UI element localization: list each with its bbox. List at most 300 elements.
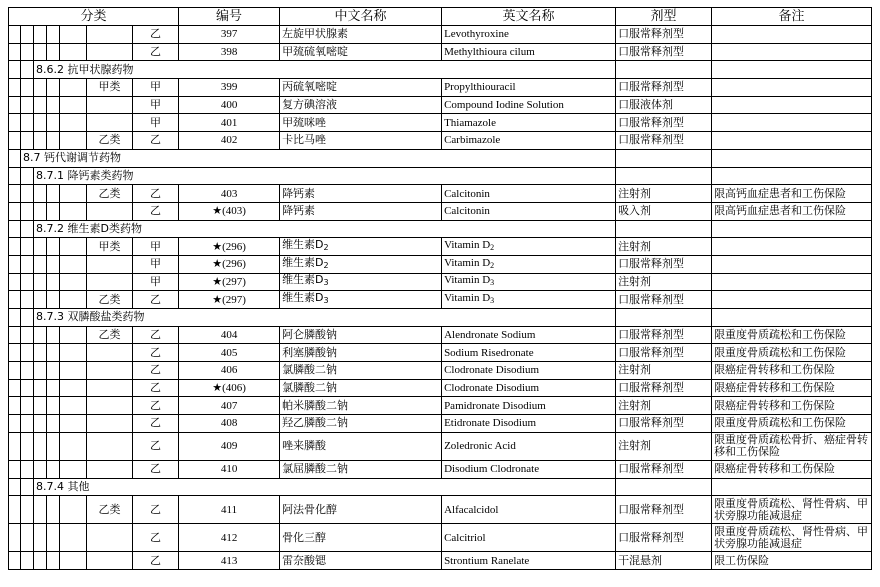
indent-cell (47, 185, 60, 203)
class-cell: 乙类 (87, 291, 133, 309)
grade-cell: 乙 (133, 460, 179, 478)
indent-cell (34, 496, 47, 524)
number-cell: 409 (179, 432, 280, 460)
class-cell (87, 415, 133, 433)
number-cell: 399 (179, 79, 280, 97)
spacer-cell (60, 114, 87, 132)
dosage-cell: 口服常释剂型 (616, 460, 712, 478)
indent-cell (21, 61, 34, 79)
grade-cell: 乙 (133, 379, 179, 397)
remark-cell: 限高钙血症患者和工伤保险 (712, 202, 872, 220)
drug-row (9, 238, 872, 256)
indent-cell (21, 344, 34, 362)
section-title: 8.7.1 降钙素类药物 (34, 167, 616, 185)
indent-cell (34, 273, 47, 291)
number-cell: ★(296) (179, 255, 280, 273)
section-row (9, 220, 872, 238)
indent-cell (21, 460, 34, 478)
cn-name-text: 维生素D (282, 291, 324, 305)
cn-name-text: 雷奈酸锶 (282, 553, 327, 567)
section-title: 8.7.3 双膦酸盐类药物 (34, 309, 616, 327)
grade-cell: 乙 (133, 132, 179, 150)
cn-name-cell (280, 552, 442, 570)
spacer-cell (60, 362, 87, 380)
drug-row (9, 496, 872, 524)
dosage-cell: 口服常释剂型 (616, 26, 712, 44)
cn-name-cell (280, 524, 442, 552)
number-cell: 408 (179, 415, 280, 433)
indent-cell (34, 238, 47, 256)
indent-cell (34, 524, 47, 552)
indent-cell (21, 496, 34, 524)
en-name-cell (442, 326, 616, 344)
indent-cell (9, 432, 21, 460)
grade-cell: 乙 (133, 362, 179, 380)
cn-name-text: 氯膦酸二钠 (282, 363, 338, 377)
dosage-cell: 口服常释剂型 (616, 43, 712, 61)
spacer-cell (60, 291, 87, 309)
indent-cell (21, 326, 34, 344)
spacer-cell (60, 238, 87, 256)
grade-cell: 甲 (133, 255, 179, 273)
cn-name-text: 骨化三醇 (282, 530, 327, 544)
empty-cell (616, 220, 712, 238)
drug-row (9, 96, 872, 114)
indent-cell (9, 114, 21, 132)
table-header-row (9, 8, 872, 26)
section-title: 8.7 钙代谢调节药物 (21, 149, 616, 167)
number-cell: 412 (179, 524, 280, 552)
indent-cell (47, 326, 60, 344)
indent-cell (34, 96, 47, 114)
number-cell: 406 (179, 362, 280, 380)
remark-cell (712, 255, 872, 273)
cn-name-cell (280, 132, 442, 150)
cn-name-cell (280, 379, 442, 397)
drug-row (9, 291, 872, 309)
cn-name-text: 降钙素 (282, 204, 316, 218)
remark-cell (712, 238, 872, 256)
en-name-text: Carbimazole (444, 134, 501, 147)
number-cell: 403 (179, 185, 280, 203)
cn-name-text: 左旋甲状腺素 (282, 27, 349, 41)
class-cell (87, 397, 133, 415)
indent-cell (47, 524, 60, 552)
cn-name-cell (280, 43, 442, 61)
indent-cell (9, 326, 21, 344)
drug-row (9, 132, 872, 150)
class-cell (87, 552, 133, 570)
indent-cell (21, 273, 34, 291)
class-cell (87, 379, 133, 397)
drug-row (9, 43, 872, 61)
dosage-cell: 口服常释剂型 (616, 114, 712, 132)
en-name-cell (442, 496, 616, 524)
indent-cell (21, 362, 34, 380)
drug-row (9, 273, 872, 291)
class-cell (87, 460, 133, 478)
empty-cell (616, 478, 712, 496)
cn-name-text: 帕米膦酸二钠 (282, 398, 349, 412)
cn-name-cell (280, 185, 442, 203)
cn-name-cell (280, 326, 442, 344)
spacer-cell (60, 344, 87, 362)
indent-cell (21, 524, 34, 552)
class-cell (87, 255, 133, 273)
en-name-cell (442, 379, 616, 397)
indent-cell (34, 362, 47, 380)
cn-name-subscript: 3 (323, 296, 329, 306)
cn-name-text: 甲巯咪唑 (282, 115, 327, 129)
en-name-cell (442, 291, 616, 309)
indent-cell (34, 185, 47, 203)
empty-cell (712, 61, 872, 79)
class-cell (87, 344, 133, 362)
class-cell (87, 96, 133, 114)
indent-cell (9, 26, 21, 44)
indent-cell (9, 273, 21, 291)
spacer-cell (60, 415, 87, 433)
cn-name-cell (280, 202, 442, 220)
remark-cell: 限高钙血症患者和工伤保险 (712, 185, 872, 203)
cn-name-text: 复方碘溶液 (282, 98, 338, 112)
spacer-cell (60, 255, 87, 273)
cn-name-cell (280, 255, 442, 273)
remark-cell: 限癌症骨转移和工伤保险 (712, 379, 872, 397)
en-name-text: Zoledronic Acid (444, 440, 516, 453)
indent-cell (47, 432, 60, 460)
indent-cell (47, 202, 60, 220)
remark-cell (712, 79, 872, 97)
number-cell: 401 (179, 114, 280, 132)
empty-cell (616, 61, 712, 79)
dosage-cell: 口服常释剂型 (616, 291, 712, 309)
en-name-text: Vitamin D (444, 274, 491, 287)
grade-cell: 甲 (133, 79, 179, 97)
class-cell (87, 524, 133, 552)
table-body (9, 26, 872, 570)
remark-cell (712, 291, 872, 309)
remark-cell: 限重度骨质疏松和工伤保险 (712, 326, 872, 344)
indent-cell (47, 291, 60, 309)
cn-name-subscript: 3 (323, 278, 329, 288)
dosage-cell: 口服常释剂型 (616, 415, 712, 433)
indent-cell (9, 460, 21, 478)
cn-name-text: 维生素D (282, 255, 324, 269)
number-cell: 400 (179, 96, 280, 114)
en-name-subscript: 3 (490, 296, 495, 306)
number-cell: 413 (179, 552, 280, 570)
grade-cell: 乙 (133, 26, 179, 44)
number-cell: ★(296) (179, 238, 280, 256)
grade-cell: 乙 (133, 432, 179, 460)
cn-name-cell (280, 397, 442, 415)
grade-cell: 乙 (133, 496, 179, 524)
cn-name-cell (280, 26, 442, 44)
en-name-cell (442, 238, 616, 256)
remark-cell: 限重度骨质疏松和工伤保险 (712, 415, 872, 433)
section-title: 8.7.4 其他 (34, 478, 616, 496)
spacer-cell (60, 326, 87, 344)
grade-cell: 乙 (133, 43, 179, 61)
cn-name-cell (280, 79, 442, 97)
indent-cell (34, 552, 47, 570)
section-row (9, 61, 872, 79)
empty-cell (712, 309, 872, 327)
class-cell: 乙类 (87, 496, 133, 524)
grade-cell: 甲 (133, 114, 179, 132)
drug-row (9, 524, 872, 552)
number-cell: 411 (179, 496, 280, 524)
indent-cell (21, 114, 34, 132)
dosage-cell: 注射剂 (616, 185, 712, 203)
grade-cell: 乙 (133, 344, 179, 362)
indent-cell (9, 79, 21, 97)
indent-cell (47, 415, 60, 433)
indent-cell (9, 149, 21, 167)
class-cell: 甲类 (87, 238, 133, 256)
en-name-cell (442, 26, 616, 44)
dosage-cell: 干混悬剂 (616, 552, 712, 570)
indent-cell (47, 132, 60, 150)
indent-cell (9, 185, 21, 203)
indent-cell (9, 220, 21, 238)
grade-cell: 乙 (133, 202, 179, 220)
empty-cell (616, 167, 712, 185)
indent-cell (21, 478, 34, 496)
section-row (9, 167, 872, 185)
drug-row (9, 202, 872, 220)
en-name-text: Calcitriol (444, 531, 486, 544)
dosage-cell: 注射剂 (616, 238, 712, 256)
cn-name-cell (280, 362, 442, 380)
remark-cell (712, 43, 872, 61)
dosage-cell: 口服常释剂型 (616, 379, 712, 397)
en-name-text: Levothyroxine (444, 28, 509, 41)
remark-cell: 限重度骨质疏松和工伤保险 (712, 344, 872, 362)
cn-name-text: 阿仑膦酸钠 (282, 328, 338, 342)
class-cell: 乙类 (87, 326, 133, 344)
spacer-cell (60, 185, 87, 203)
en-name-text: Vitamin D (444, 292, 491, 305)
empty-cell (616, 309, 712, 327)
en-name-cell (442, 185, 616, 203)
grade-cell: 甲 (133, 96, 179, 114)
empty-cell (712, 149, 872, 167)
dosage-cell: 注射剂 (616, 397, 712, 415)
spacer-cell (60, 132, 87, 150)
indent-cell (21, 43, 34, 61)
cn-name-subscript: 2 (323, 243, 329, 253)
spacer-cell (60, 79, 87, 97)
indent-cell (47, 379, 60, 397)
en-name-cell (442, 344, 616, 362)
class-cell (87, 202, 133, 220)
spacer-cell (60, 552, 87, 570)
indent-cell (9, 61, 21, 79)
drug-list-table (8, 7, 872, 570)
indent-cell (9, 43, 21, 61)
dosage-cell: 口服常释剂型 (616, 496, 712, 524)
remark-cell: 限工伤保险 (712, 552, 872, 570)
dosage-cell: 口服常释剂型 (616, 344, 712, 362)
en-name-cell (442, 43, 616, 61)
spacer-cell (60, 460, 87, 478)
grade-cell: 乙 (133, 185, 179, 203)
indent-cell (34, 26, 47, 44)
indent-cell (34, 326, 47, 344)
indent-cell (47, 273, 60, 291)
drug-row (9, 26, 872, 44)
indent-cell (9, 344, 21, 362)
en-name-text: Sodium Risedronate (444, 346, 534, 359)
section-title: 8.7.2 维生素D类药物 (34, 220, 616, 238)
indent-cell (9, 552, 21, 570)
empty-cell (616, 149, 712, 167)
indent-cell (47, 552, 60, 570)
en-name-text: Compound Iodine Solution (444, 99, 564, 112)
dosage-cell: 吸入剂 (616, 202, 712, 220)
en-name-cell (442, 397, 616, 415)
cn-name-cell (280, 415, 442, 433)
en-name-cell (442, 362, 616, 380)
drug-row (9, 362, 872, 380)
spacer-cell (60, 397, 87, 415)
section-row (9, 309, 872, 327)
remark-cell (712, 132, 872, 150)
en-name-text: Alendronate Sodium (444, 329, 536, 342)
indent-cell (21, 132, 34, 150)
cn-name-text: 维生素D (282, 273, 324, 287)
indent-cell (34, 114, 47, 132)
number-cell: ★(403) (179, 202, 280, 220)
indent-cell (21, 220, 34, 238)
grade-cell: 甲 (133, 238, 179, 256)
en-name-cell (442, 432, 616, 460)
en-name-cell (442, 202, 616, 220)
en-name-subscript: 2 (490, 260, 495, 270)
indent-cell (47, 26, 60, 44)
indent-cell (47, 344, 60, 362)
remark-cell (712, 114, 872, 132)
en-name-text: Clodronate Disodium (444, 364, 540, 377)
spacer-cell (60, 379, 87, 397)
class-cell (87, 432, 133, 460)
dosage-cell: 注射剂 (616, 432, 712, 460)
grade-cell: 乙 (133, 326, 179, 344)
indent-cell (34, 397, 47, 415)
indent-cell (9, 132, 21, 150)
class-cell (87, 362, 133, 380)
indent-cell (21, 291, 34, 309)
cn-name-text: 唑来膦酸 (282, 439, 327, 453)
indent-cell (9, 524, 21, 552)
en-name-text: Strontium Ranelate (444, 554, 530, 567)
remark-cell: 限癌症骨转移和工伤保险 (712, 362, 872, 380)
class-cell: 甲类 (87, 79, 133, 97)
header-number: 编号 (179, 8, 280, 26)
header-dosage: 剂型 (616, 8, 712, 26)
en-name-text: Vitamin D (444, 239, 491, 252)
drug-row (9, 460, 872, 478)
empty-cell (712, 220, 872, 238)
cn-name-text: 羟乙膦酸二钠 (282, 416, 349, 430)
indent-cell (34, 415, 47, 433)
indent-cell (47, 79, 60, 97)
grade-cell: 乙 (133, 552, 179, 570)
dosage-cell: 注射剂 (616, 273, 712, 291)
number-cell: 398 (179, 43, 280, 61)
indent-cell (21, 309, 34, 327)
section-row (9, 149, 872, 167)
indent-cell (47, 43, 60, 61)
en-name-cell (442, 114, 616, 132)
en-name-text: Methylthioura cilum (444, 46, 535, 59)
drug-row (9, 415, 872, 433)
en-name-cell (442, 415, 616, 433)
drug-row (9, 379, 872, 397)
cn-name-cell (280, 96, 442, 114)
en-name-text: Calcitonin (444, 187, 490, 200)
indent-cell (9, 167, 21, 185)
spacer-cell (60, 96, 87, 114)
number-cell: ★(406) (179, 379, 280, 397)
indent-cell (34, 460, 47, 478)
cn-name-cell (280, 496, 442, 524)
indent-cell (9, 255, 21, 273)
spacer-cell (60, 26, 87, 44)
spacer-cell (60, 496, 87, 524)
en-name-subscript: 2 (490, 243, 495, 253)
en-name-cell (442, 255, 616, 273)
number-cell: 404 (179, 326, 280, 344)
drug-row (9, 326, 872, 344)
number-cell: 405 (179, 344, 280, 362)
indent-cell (9, 397, 21, 415)
cn-name-cell (280, 273, 442, 291)
cn-name-cell (280, 238, 442, 256)
cn-name-cell (280, 291, 442, 309)
en-name-text: Alfacalcidol (444, 503, 499, 516)
remark-cell (712, 96, 872, 114)
empty-cell (712, 478, 872, 496)
grade-cell: 甲 (133, 273, 179, 291)
dosage-cell: 口服液体剂 (616, 96, 712, 114)
spacer-cell (60, 273, 87, 291)
grade-cell: 乙 (133, 397, 179, 415)
header-en-name: 英文名称 (442, 8, 616, 26)
class-cell: 乙类 (87, 132, 133, 150)
en-name-cell (442, 460, 616, 478)
indent-cell (34, 432, 47, 460)
empty-cell (712, 167, 872, 185)
indent-cell (47, 496, 60, 524)
remark-cell: 限重度骨质疏松、肾性骨病、甲状旁腺功能减退症 (712, 496, 872, 524)
drug-row (9, 432, 872, 460)
class-cell (87, 114, 133, 132)
cn-name-text: 氯屈膦酸二钠 (282, 462, 349, 476)
dosage-cell: 口服常释剂型 (616, 132, 712, 150)
en-name-cell (442, 552, 616, 570)
indent-cell (21, 415, 34, 433)
class-cell (87, 43, 133, 61)
cn-name-text: 甲巯硫氧嘧啶 (282, 45, 349, 59)
cn-name-text: 阿法骨化醇 (282, 502, 338, 516)
dosage-cell: 口服常释剂型 (616, 79, 712, 97)
spacer-cell (60, 524, 87, 552)
indent-cell (21, 96, 34, 114)
en-name-text: Vitamin D (444, 256, 491, 269)
